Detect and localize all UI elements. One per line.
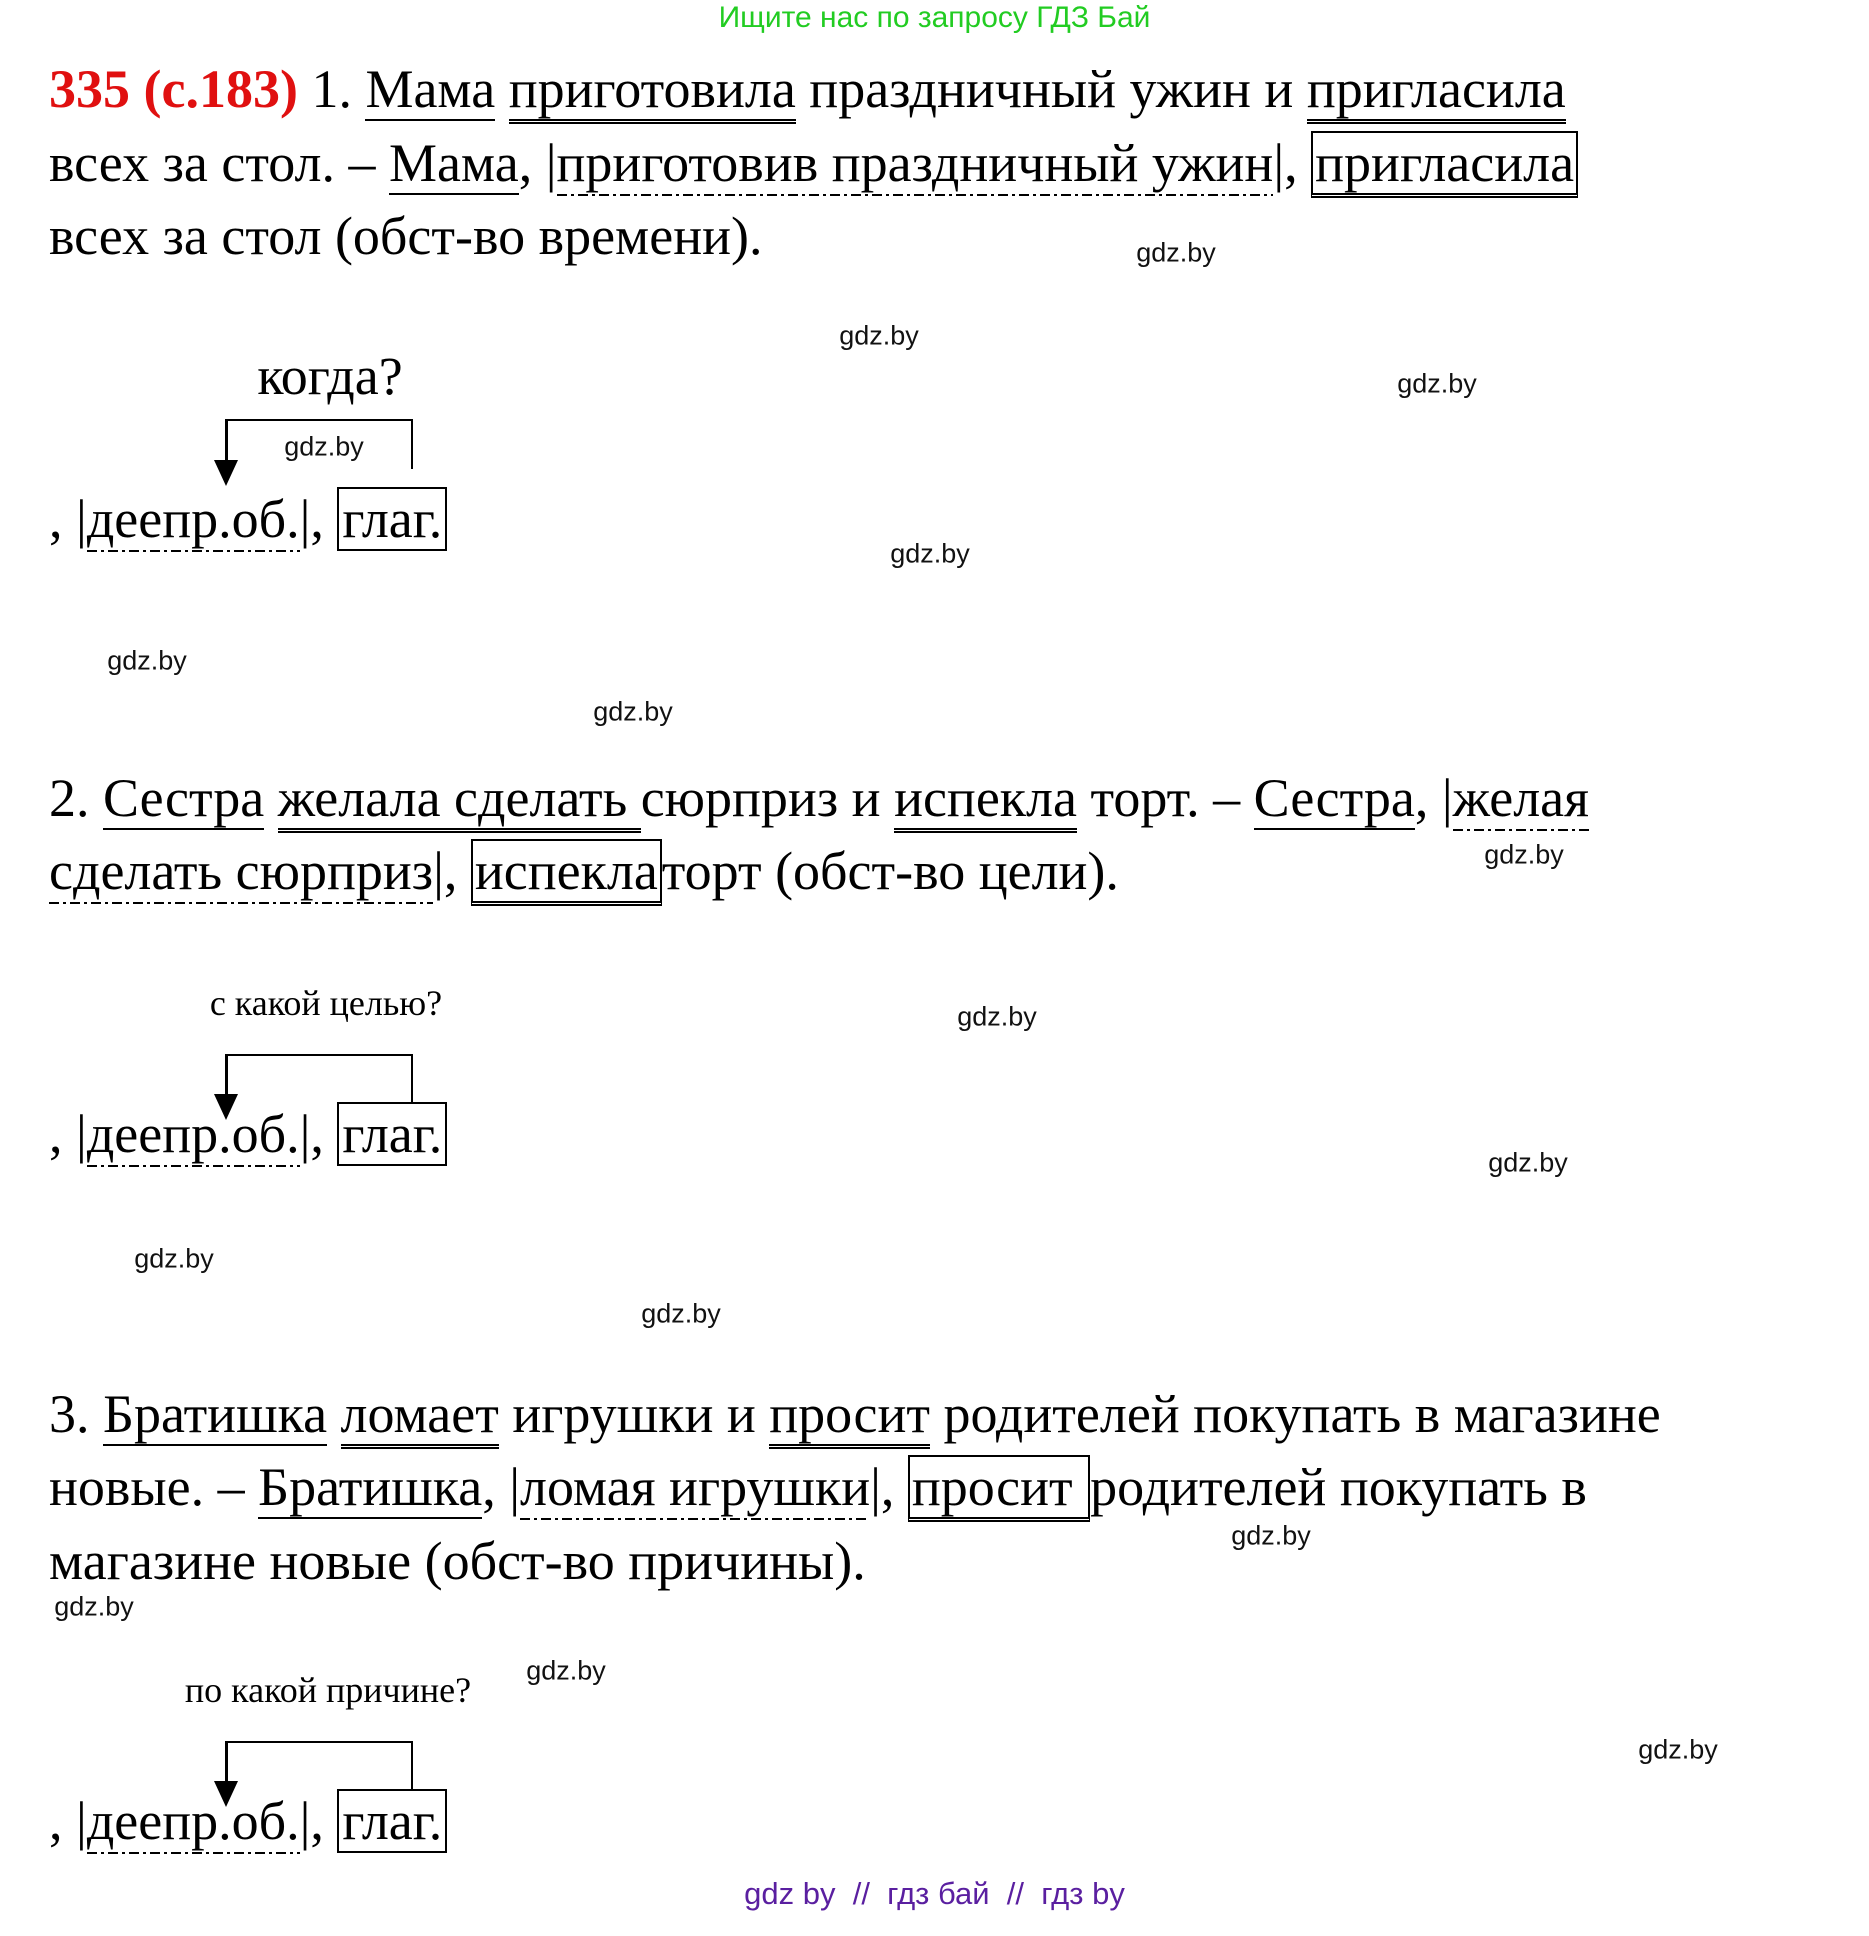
text-line [49,54,1566,124]
text-line [49,836,1119,906]
text-segment: , | [518,133,557,193]
subject-word: Мама [388,133,519,193]
participle-label: деепр.об. [87,1791,300,1854]
gdz-watermark: gdz.by [890,538,970,569]
verb-box: глаг. [337,487,447,551]
arrow-down-icon [214,460,238,486]
footer-watermark: gdz by // гдз бай // гдз by [744,1876,1125,1911]
formula-sep: |, [299,1104,338,1164]
subject-word: Братишка [258,1457,483,1517]
gdz-watermark: gdz.by [593,696,673,727]
adverbial-participle-phrase: сделать сюрприз [49,841,433,904]
subject-word: Мама [365,59,496,119]
text-segment: 1. [297,59,366,119]
subject-word: Братишка [103,1384,328,1444]
text-segment [495,59,509,119]
diagram-connector [411,419,413,469]
text-segment: торт (обст-во цели). [661,841,1119,901]
verb-box: глаг. [337,1789,447,1853]
diagram-formula [49,1786,447,1856]
text-segment [264,768,278,828]
text-segment: родителей покупать в [1090,1457,1587,1517]
text-segment: игрушки и [498,1384,770,1444]
diagram-connector [225,1741,413,1743]
diagram-question: с какой целью? [209,983,443,1023]
gdz-watermark: gdz.by [1488,1147,1568,1178]
diagram-question: по какой причине? [184,1670,472,1710]
text-segment: 3. [49,1384,103,1444]
text-line [49,763,1589,833]
text-line [49,201,762,271]
predicate-word: просит [769,1384,930,1449]
gdz-watermark: gdz.by [839,320,919,351]
diagram-question: когда? [257,346,403,406]
gdz-watermark: gdz.by [1397,368,1477,399]
gdz-watermark: gdz.by [641,1298,721,1329]
text-line [49,1379,1661,1449]
exercise-label: 335 (с.183) [49,59,298,119]
text-segment: родителей покупать в магазине [929,1384,1661,1444]
diagram-connector [225,419,413,421]
predicate-word: ломает [341,1384,499,1449]
formula-sep: |, [299,489,338,549]
boxed-predicate: просит [908,1455,1090,1522]
gdz-watermark: gdz.by [1231,1520,1311,1551]
text-segment: сюрприз и [640,768,895,828]
formula-prefix: , | [49,1791,87,1851]
text-segment: всех за стол (обст-во времени). [49,206,763,266]
predicate-word: испекла [894,768,1077,833]
adverbial-participle-phrase: желая [1453,768,1589,831]
text-segment: |, [1273,133,1312,193]
text-segment [327,1384,341,1444]
formula-sep: |, [299,1791,338,1851]
text-segment: праздничный ужин и [795,59,1307,119]
text-line [49,1452,1587,1522]
predicate-word: желала сделать [278,768,641,833]
text-segment: , | [482,1457,521,1517]
diagram-formula [49,1099,447,1169]
participle-label: деепр.об. [87,1104,300,1167]
adverbial-participle-phrase: ломая игрушки [520,1457,870,1520]
diagram-formula [49,484,447,554]
diagram-connector [411,1054,413,1104]
diagram-connector [411,1741,413,1791]
text-segment: , | [1414,768,1453,828]
text-segment: торт. – [1076,768,1254,828]
diagram-connector [225,419,228,463]
text-segment: 2. [49,768,103,828]
diagram-connector [225,1054,413,1056]
adverbial-participle-phrase: приготовив праздничный ужин [557,133,1274,196]
gdz-watermark: gdz.by [1484,839,1564,870]
diagram-connector [225,1741,228,1785]
predicate-word: пригласила [1307,59,1566,124]
text-segment: |, [870,1457,908,1517]
top-watermark: Ищите нас по запросу ГДЗ Бай [718,1,1151,34]
text-segment: всех за стол. – [49,133,389,193]
text-line [49,128,1578,198]
gdz-watermark: gdz.by [1638,1734,1718,1765]
gdz-watermark: gdz.by [957,1001,1037,1032]
diagram-connector [225,1054,228,1098]
verb-box: глаг. [337,1102,447,1166]
gdz-watermark: gdz.by [526,1655,606,1686]
text-segment: |, [433,841,471,901]
boxed-predicate: пригласила [1311,131,1578,198]
text-line [49,1526,866,1596]
subject-word: Сестра [103,768,265,828]
gdz-watermark: gdz.by [1136,237,1216,268]
gdz-watermark: gdz.by [284,431,364,462]
predicate-word: приготовила [509,59,796,124]
subject-word: Сестра [1253,768,1415,828]
gdz-watermark: gdz.by [107,645,187,676]
gdz-watermark: gdz.by [134,1243,214,1274]
formula-prefix: , | [49,1104,87,1164]
gdz-watermark: gdz.by [54,1591,134,1622]
boxed-predicate: испекла [471,839,662,906]
text-segment: магазине новые (обст-во причины). [49,1531,866,1591]
formula-prefix: , | [49,489,87,549]
participle-label: деепр.об. [87,489,300,552]
text-segment: новые. – [49,1457,259,1517]
